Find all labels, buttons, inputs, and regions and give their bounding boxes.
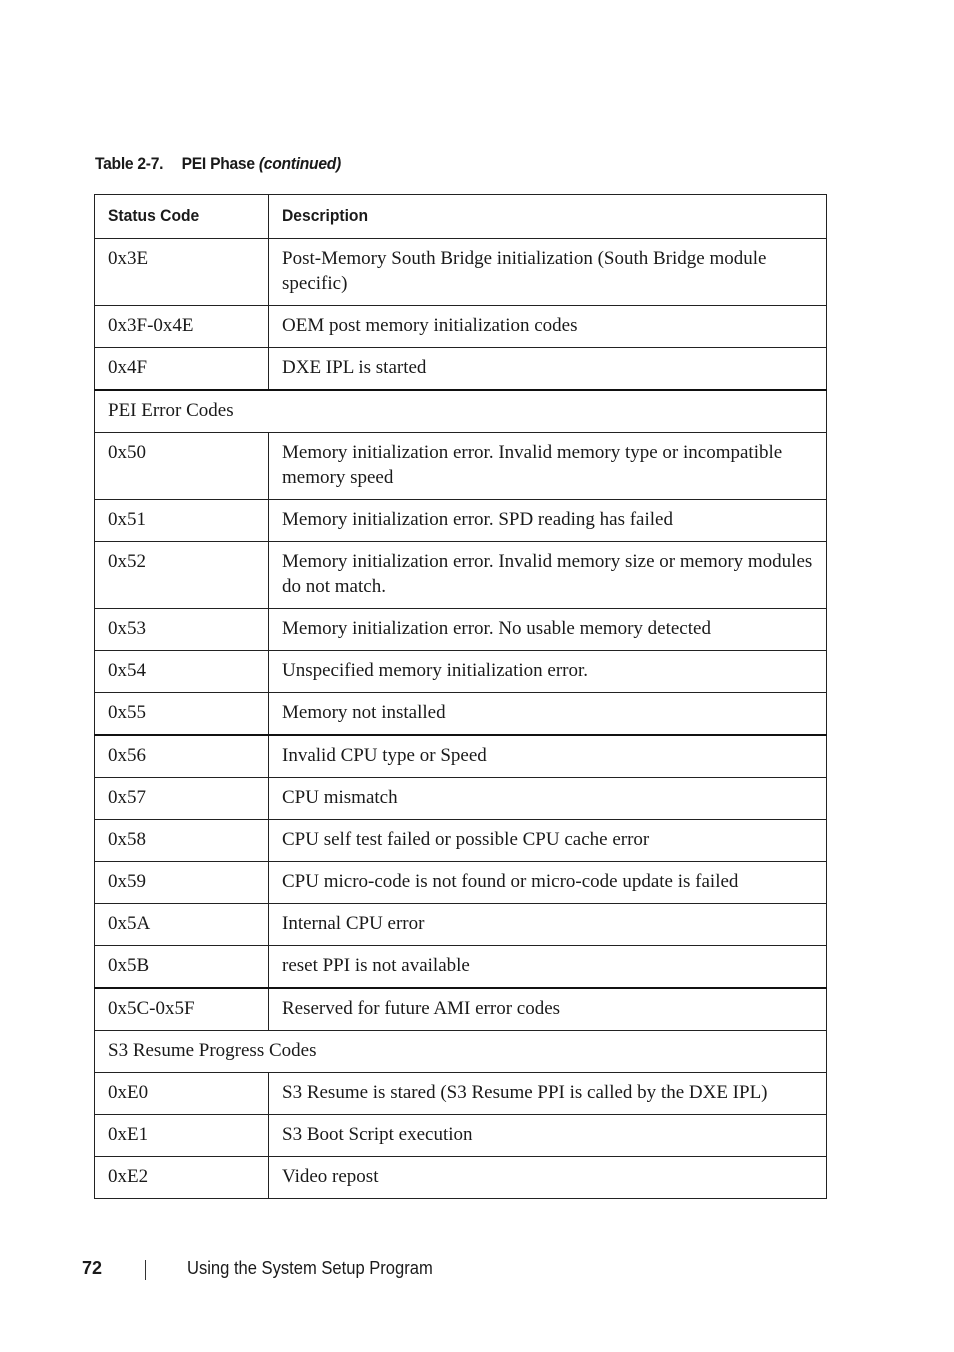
description-cell: Memory initialization error. Invalid memory type or incompatible memory speed [269, 433, 827, 500]
table-row [95, 862, 827, 904]
description-cell: CPU micro-code is not found or micro-code update is failed [269, 862, 827, 904]
status-code-cell: 0x50 [95, 433, 269, 500]
table-row [95, 693, 827, 736]
status-code-cell: 0x59 [95, 862, 269, 904]
status-code-cell: 0x51 [95, 500, 269, 542]
status-code-cell: 0x4F [95, 348, 269, 391]
description-cell: S3 Boot Script execution [269, 1115, 827, 1157]
description-cell: S3 Resume is stared (S3 Resume PPI is called by the DXE IPL) [269, 1073, 827, 1115]
table-row [95, 542, 827, 609]
table-row [95, 988, 827, 1031]
table-row [95, 651, 827, 693]
description-cell: Reserved for future AMI error codes [269, 988, 827, 1031]
description-cell: CPU mismatch [269, 778, 827, 820]
section-row [95, 1031, 827, 1073]
description-cell: reset PPI is not available [269, 946, 827, 989]
status-code-cell: 0xE0 [95, 1073, 269, 1115]
table-row [95, 609, 827, 651]
description-cell: Unspecified memory initialization error. [269, 651, 827, 693]
status-code-cell: 0x5B [95, 946, 269, 989]
table-row [95, 735, 827, 778]
description-cell: CPU self test failed or possible CPU cache error [269, 820, 827, 862]
status-code-cell: 0x53 [95, 609, 269, 651]
continued-label: (continued) [258, 154, 341, 173]
status-code-cell: 0x55 [95, 693, 269, 736]
table-header-row [95, 195, 827, 239]
status-code-cell: 0x57 [95, 778, 269, 820]
header-description: Description [269, 195, 827, 239]
description-cell: Invalid CPU type or Speed [269, 735, 827, 778]
table-row [95, 1115, 827, 1157]
description-cell: Memory initialization error. SPD reading has failed [269, 500, 827, 542]
table-row [95, 1157, 827, 1199]
table-row [95, 500, 827, 542]
description-cell: Memory initialization error. Invalid memory size or memory modules do not match. [269, 542, 827, 609]
table-number: Table 2-7. [95, 154, 164, 173]
status-code-cell: 0x5C-0x5F [95, 988, 269, 1031]
description-cell: DXE IPL is started [269, 348, 827, 391]
table-row [95, 778, 827, 820]
table-title: PEI Phase [181, 154, 255, 173]
table-row [95, 433, 827, 500]
status-code-cell: 0x5A [95, 904, 269, 946]
table-row [95, 1073, 827, 1115]
status-code-cell: 0xE2 [95, 1157, 269, 1199]
status-code-cell: 0x3F-0x4E [95, 306, 269, 348]
status-code-table [94, 194, 827, 1199]
status-code-cell: 0x56 [95, 735, 269, 778]
table-row [95, 306, 827, 348]
footer-section-title: Using the System Setup Program [187, 1258, 433, 1278]
page-number: 72 [82, 1258, 103, 1278]
status-code-cell: 0x58 [95, 820, 269, 862]
table-caption [95, 154, 341, 174]
header-status-code: Status Code [95, 195, 269, 239]
description-cell: OEM post memory initialization codes [269, 306, 827, 348]
description-cell: Post-Memory South Bridge initialization (South Bridge module specific) [269, 239, 827, 306]
table-body [95, 239, 827, 1199]
table-row [95, 348, 827, 391]
section-label: PEI Error Codes [95, 390, 827, 433]
description-cell: Memory initialization error. No usable memory detected [269, 609, 827, 651]
description-cell: Memory not installed [269, 693, 827, 736]
table-row [95, 946, 827, 989]
description-cell: Internal CPU error [269, 904, 827, 946]
section-row [95, 390, 827, 433]
status-code-cell: 0x3E [95, 239, 269, 306]
section-label: S3 Resume Progress Codes [95, 1031, 827, 1073]
table-row [95, 239, 827, 306]
footer-divider [145, 1260, 146, 1280]
table-row [95, 904, 827, 946]
table-row [95, 820, 827, 862]
status-code-cell: 0x54 [95, 651, 269, 693]
status-code-cell: 0x52 [95, 542, 269, 609]
status-code-cell: 0xE1 [95, 1115, 269, 1157]
description-cell: Video repost [269, 1157, 827, 1199]
